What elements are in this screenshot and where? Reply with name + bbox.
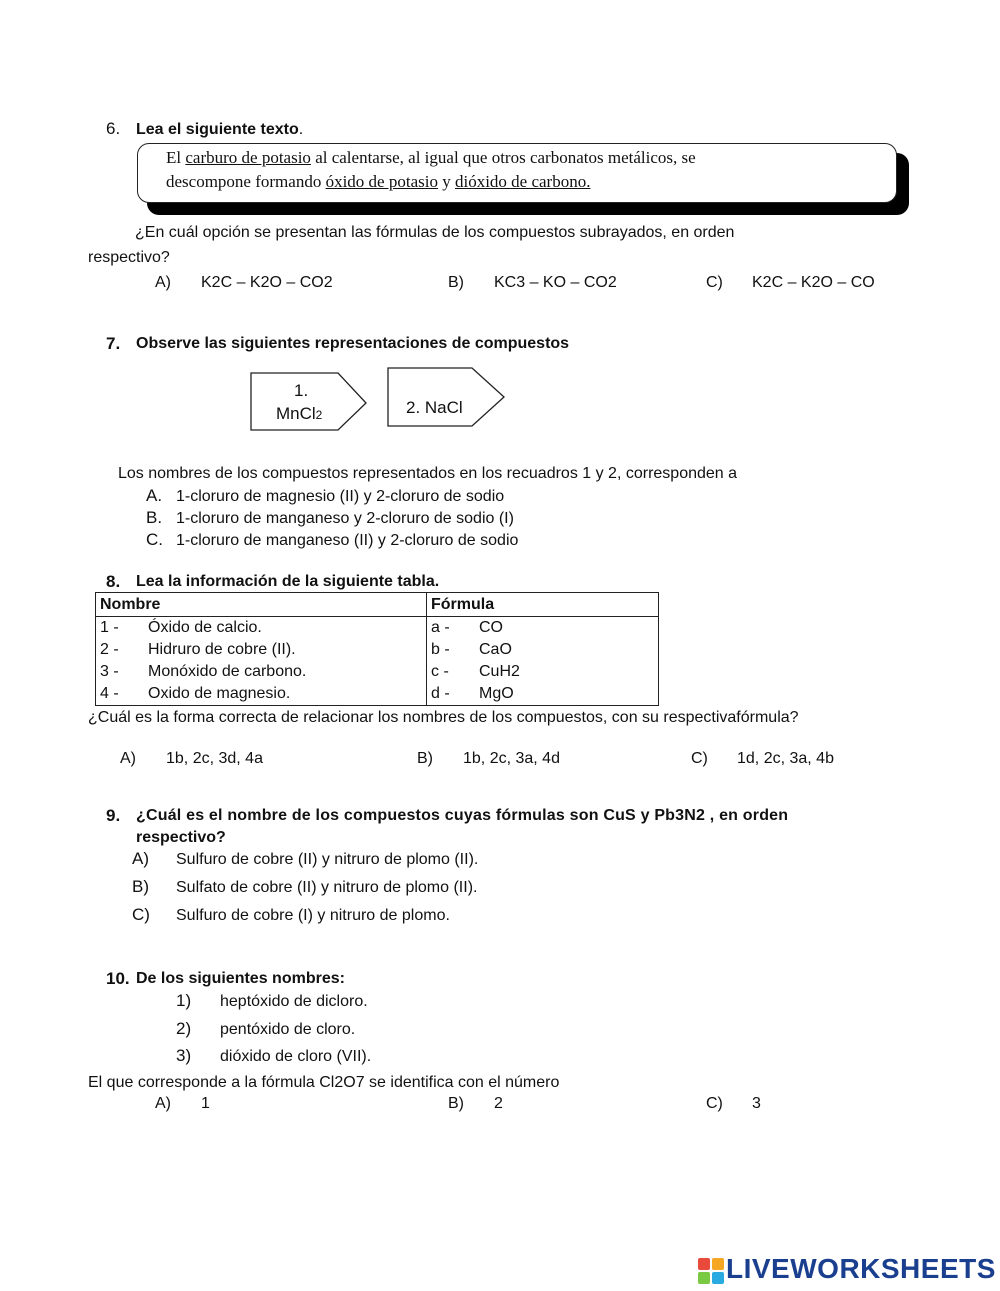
table-row: 1 - Óxido de calcio. a - CO: [96, 617, 659, 640]
table-row: 4 - Oxido de magnesio. d - MgO: [96, 683, 659, 706]
logo-blocks-icon: [698, 1258, 724, 1284]
q6-option-c[interactable]: C) K2C – K2O – CO: [706, 274, 875, 291]
q9-option-a[interactable]: A) Sulfuro de cobre (II) y nitruro de plomo (II).: [132, 849, 479, 868]
q7-option-a[interactable]: A. 1-cloruro de magnesio (II) y 2-cloruro de sodio: [146, 486, 505, 505]
q10-option-c[interactable]: C) 3: [706, 1095, 761, 1112]
q10-option-b[interactable]: B) 2: [448, 1095, 503, 1112]
q8-question: ¿Cuál es la forma correcta de relacionar los nombres de los compuestos, con su respectivafórmula?: [88, 709, 799, 726]
q6-heading: Lea el siguiente texto.: [136, 121, 304, 138]
liveworksheets-logo-icon: [698, 1258, 724, 1289]
q10-heading: De los siguientes nombres:: [136, 970, 345, 987]
q9-number: 9.: [106, 806, 121, 825]
table-row: 3 - Monóxido de carbono. c - CuH2: [96, 661, 659, 683]
q9-heading-line-1: ¿Cuál es el nombre de los compuestos cuyas fórmulas son CuS y Pb3N2 , en orden: [136, 807, 789, 824]
q8-number: 8.: [106, 572, 121, 591]
q6-text-line-1: El carburo de potasio al calentarse, al igual que otros carbonatos metálicos, se: [166, 148, 696, 167]
compounds-table: [95, 592, 659, 706]
liveworksheets-logo-text: LIVEWORKSHEETS: [726, 1253, 996, 1284]
q6-question-line-2: respectivo?: [88, 249, 170, 266]
q6-text-line-2: descompone formando óxido de potasio y dióxido de carbono.: [166, 172, 591, 191]
q10-option-a[interactable]: A) 1: [155, 1095, 210, 1112]
q8-option-a[interactable]: A) 1b, 2c, 3d, 4a: [120, 750, 263, 767]
compound-box-1-label-line-2: MnCl2: [276, 404, 323, 423]
q9-option-b[interactable]: B) Sulfato de cobre (II) y nitruro de plomo (II).: [132, 877, 478, 896]
compound-box-2-label: 2. NaCl: [406, 398, 463, 417]
q8-heading: Lea la información de la siguiente tabla.: [136, 573, 440, 590]
q6-number: 6.: [106, 119, 121, 138]
q10-item-3: 3) dióxido de cloro (VII).: [176, 1046, 372, 1065]
q7-number: 7.: [106, 334, 121, 353]
table-row: 2 - Hidruro de cobre (II). b - CaO: [96, 639, 659, 661]
q9-heading-line-2: respectivo?: [136, 829, 226, 846]
q6-text-box: [137, 143, 897, 203]
q6-option-a[interactable]: A) K2C – K2O – CO2: [155, 274, 333, 291]
q10-item-2: 2) pentóxido de cloro.: [176, 1019, 356, 1038]
q8-option-c[interactable]: C) 1d, 2c, 3a, 4b: [691, 750, 834, 767]
q7-question: Los nombres de los compuestos representados en los recuadros 1 y 2, corresponden a: [118, 465, 738, 482]
q7-option-b[interactable]: B. 1-cloruro de manganeso y 2-cloruro de sodio (I): [146, 508, 514, 527]
table-header-nombre: Nombre: [96, 593, 427, 617]
table-header-row: [96, 593, 659, 617]
compound-box-1-label-line-1: 1.: [294, 381, 309, 400]
q10-number: 10.: [106, 969, 130, 988]
q10-item-1: 1) heptóxido de dicloro.: [176, 991, 368, 1010]
q6-question-line-1: ¿En cuál opción se presentan las fórmulas de los compuestos subrayados, en orden: [135, 224, 735, 241]
q10-question: El que corresponde a la fórmula Cl2O7 se identifica con el número: [88, 1074, 560, 1091]
q7-option-c[interactable]: C. 1-cloruro de manganeso (II) y 2-cloruro de sodio: [146, 530, 519, 549]
q9-option-c[interactable]: C) Sulfuro de cobre (I) y nitruro de plomo.: [132, 905, 450, 924]
q6-option-b[interactable]: B) KC3 – KO – CO2: [448, 274, 617, 291]
q8-option-b[interactable]: B) 1b, 2c, 3a, 4d: [417, 750, 560, 767]
table-header-formula: Fórmula: [427, 593, 659, 617]
q7-heading: Observe las siguientes representaciones de compuestos: [136, 335, 570, 352]
